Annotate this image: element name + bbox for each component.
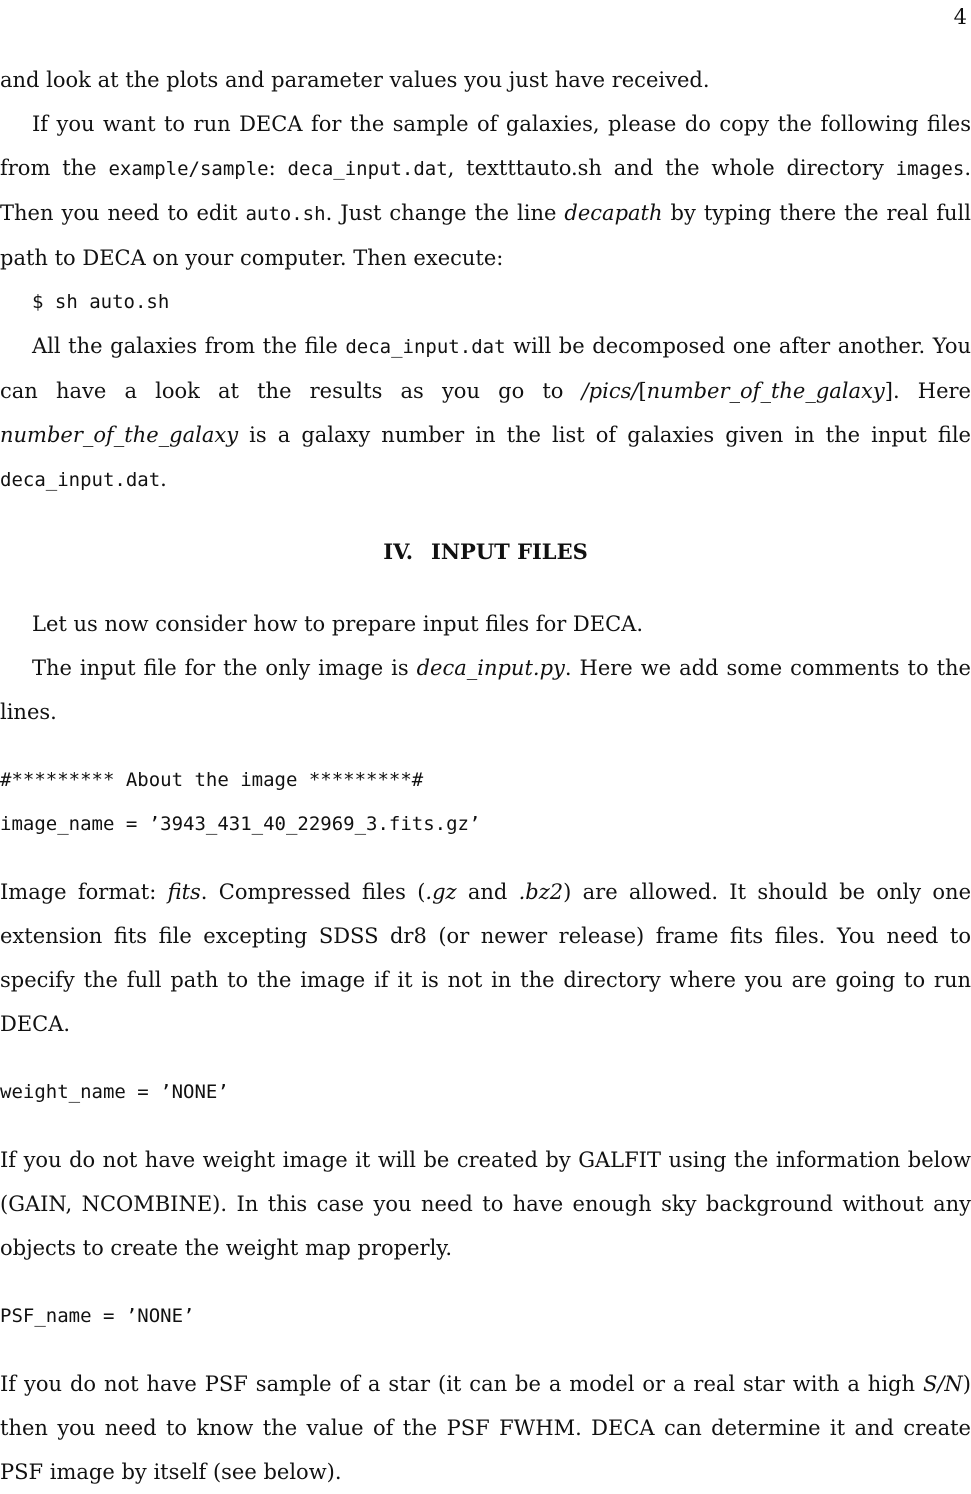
term-bz2: .bz2 (518, 880, 564, 904)
code-weight-name: weight_name = ’NONE’ (0, 1081, 229, 1103)
shell-command: $ sh auto.sh (32, 291, 170, 313)
term-signal-to-noise: S/N (922, 1372, 963, 1396)
code-image-name: image_name = ’3943_431_40_22969_3.fits.gz’ (0, 813, 481, 835)
paragraph-input-file: The input file for the only image is deca_input.py. Here we add some comments to the lines. (0, 656, 971, 724)
file-auto-sh: auto.sh (245, 203, 326, 225)
paragraph-weight-image: If you do not have weight image it will be created by GALFIT using the information below (GAIN, NCOMBINE). In this case you need to have enough sky background without any objects to create the weight map properly. (0, 1148, 971, 1260)
term-galaxy-number: number_of_the_galaxy (0, 423, 239, 447)
paragraph-intro: Let us now consider how to prepare input files for DECA. (32, 612, 644, 636)
file-deca-input-py: deca_input.py (416, 656, 565, 680)
file-deca-input: deca_input.dat (0, 469, 161, 491)
path-pics: /pics/ (581, 379, 639, 403)
file-deca-input: deca_input.dat (345, 336, 506, 358)
code-psf-name: PSF_name = ’NONE’ (0, 1305, 195, 1327)
paragraph-continuation: and look at the plots and parameter values you just have received. (0, 68, 710, 92)
term-decapath: decapath (564, 201, 663, 225)
section-title: INPUT FILES (431, 539, 588, 564)
paragraph-psf: If you do not have PSF sample of a star (it can be a model or a real star with a high S/N) then you need to know the value of the PSF FWHM. DECA can determine it and create PSF image by itself (see below). (0, 1372, 971, 1484)
term-fits: fits (167, 880, 201, 904)
paragraph-sample-instructions: If you want to run DECA for the sample of galaxies, please do copy the following files from the example/sample: deca_input.dat, textttauto.sh and the whole directory images. Then you need to edit auto.sh. Just change the line decapath by typing there the real full path to DECA on your computer. Then execute: (0, 112, 971, 270)
paragraph-image-format: Image format: fits. Compressed files (.gz and .bz2) are allowed. It should be only one extension fits file excepting SDSS dr8 (or newer release) frame fits files. You need to specify the full path to the image if it is not in the directory where you are going to run DECA. (0, 880, 971, 1036)
file-deca-input: deca_input.dat (287, 158, 448, 180)
page-body (0, 58, 971, 1494)
path-example-sample: example/sample (108, 158, 269, 180)
section-number: IV. (383, 539, 414, 564)
term-gz: .gz (425, 880, 457, 904)
paragraph-decomposition-results: All the galaxies from the file deca_input.dat will be decomposed one after another. You can have a look at the results as you go to /pics/[number_of_the_galaxy]. Here number_of_the_galaxy is a galaxy number in the list of galaxies given in the input file deca_input.dat. (0, 334, 971, 491)
section-heading (0, 530, 971, 574)
code-comment-about-image: #********* About the image *********# (0, 769, 424, 791)
term-galaxy-number: number_of_the_galaxy (646, 379, 885, 403)
dir-images: images (895, 158, 965, 180)
page-number: 4 (953, 5, 967, 29)
